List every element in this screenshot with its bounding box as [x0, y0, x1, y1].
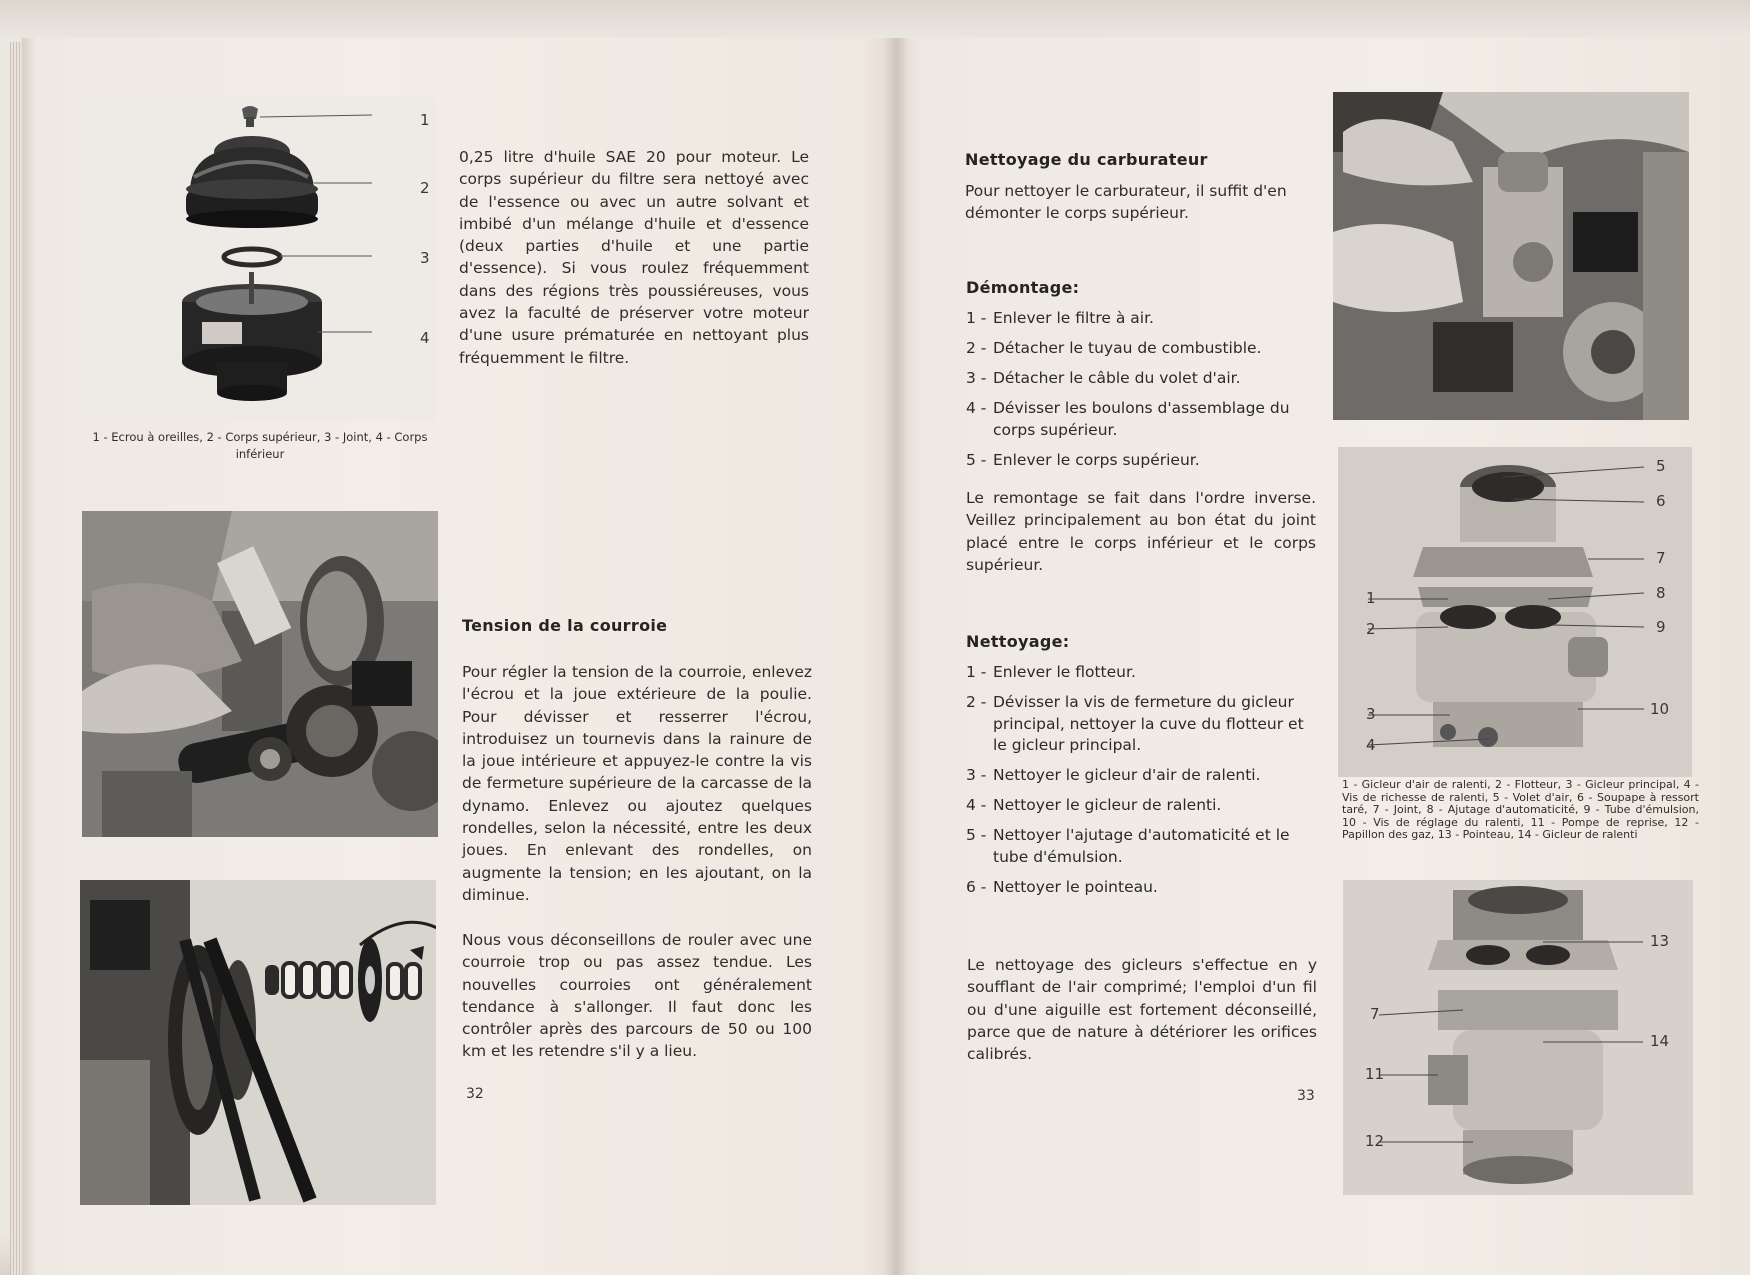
- belt-tension-text: Pour régler la tension de la courroie, enlevez l'écrou et la joue extérieure de la poulie. Pour dévisser et resserrer l'écrou, introduisez un tournevis dans la rainure de la joue intérieure et appuyez-le contre la vis de fermeture supérieure de la carcasse de la dynamo. Enlevez ou ajoutez quelques rondelles, selon la nécessité, entre les deux joues. En enlevant des rondelles, on augmente la tension; en les ajoutant, on la diminue.: [462, 663, 812, 904]
- carburetor-engine-photo: [1333, 92, 1689, 420]
- carb-callout-3: 3: [1366, 705, 1376, 723]
- belt-warning-text: Nous vous déconseillons de rouler avec une courroie trop ou pas assez tendue. Les nouvelles courroies ont généralement tendance à s'allonger. Il faut donc les contrôler après des parcours de 50 ou 100 km et les retendre s'il y a lieu.: [462, 931, 812, 1061]
- cleaning-step: 5 - Nettoyer l'ajutage d'automaticité et le tube d'émulsion.: [966, 826, 1290, 866]
- page-number-right: 33: [1297, 1088, 1315, 1104]
- cleaning-step: 2 - Dévisser la vis de fermeture du gicleur principal, nettoyer la cuve du flotteur et le gicleur principal.: [966, 693, 1304, 754]
- air-filter-callout-1: 1: [420, 111, 430, 129]
- air-filter-text: 0,25 litre d'huile SAE 20 pour moteur. Le corps supérieur du filtre sera nettoyé avec de l'essence ou avec un autre solvant et imbibé d'un mélange d'huile et d'essence (deux parties d'huile et une partie d'essence). Si vous roulez fréquemment dans des régions très poussiéreuses, vous avez la faculté de préserver votre moteur d'une usure prématurée en nettoyant plus fréquemment le filtre.: [459, 148, 809, 367]
- carburetor-lower-photo: [1343, 880, 1693, 1195]
- carb-callout-4: 4: [1366, 736, 1376, 754]
- dismount-steps: [966, 308, 1316, 480]
- jets-cleaning-text: Le nettoyage des gicleurs s'effectue en y soufflant de l'air comprimé; l'emploi d'un fil ou d'une aiguille est fortement déconseillé, parce que de nature à détériorer les orifices calibrés.: [967, 956, 1317, 1064]
- dismount-step: 1 - Enlever le filtre à air.: [966, 309, 1154, 327]
- belt-tension-photo: [82, 511, 438, 837]
- carb-callout-8: 8: [1656, 584, 1666, 602]
- carb-lower-callout-11: 11: [1365, 1065, 1385, 1083]
- carburetor-exploded-photo: [1338, 447, 1692, 777]
- carb-callout-5: 5: [1656, 457, 1666, 475]
- carb-callout-9: 9: [1656, 618, 1666, 636]
- cleaning-step: 6 - Nettoyer le pointeau.: [966, 877, 1158, 896]
- air-filter-callout-4: 4: [420, 329, 430, 347]
- pulley-washers-photo: [80, 880, 436, 1205]
- reassembly-text: Le remontage se fait dans l'ordre inverse. Veillez principalement au bon état du joint placé entre le corps inférieur et le corps supérieur.: [966, 489, 1316, 574]
- cleaning-step: 3 - Nettoyer le gicleur d'air de ralenti.: [966, 766, 1261, 784]
- carburetor-cleaning-heading: Nettoyage du carburateur: [965, 150, 1208, 169]
- cleaning-step: 4 - Nettoyer le gicleur de ralenti.: [966, 796, 1222, 814]
- carb-lower-callout-13: 13: [1650, 932, 1670, 950]
- carb-callout-10: 10: [1650, 700, 1670, 718]
- air-filter-caption: 1 - Ecrou à oreilles, 2 - Corps supérieur, 3 - Joint, 4 - Corps inférieur: [92, 430, 428, 461]
- carb-lower-callout-7: 7: [1370, 1005, 1380, 1023]
- dismount-step: 5 - Enlever le corps supérieur.: [966, 450, 1200, 469]
- carb-lower-callout-14: 14: [1650, 1032, 1670, 1050]
- book-gutter: [884, 38, 908, 1275]
- cleaning-heading: Nettoyage:: [966, 632, 1070, 651]
- carburetor-intro-text: Pour nettoyer le carburateur, il suffit d'en démonter le corps supérieur.: [965, 182, 1287, 223]
- air-filter-callout-3: 3: [420, 249, 430, 267]
- dismount-step: 3 - Détacher le câble du volet d'air.: [966, 369, 1241, 387]
- carb-callout-6: 6: [1656, 492, 1666, 510]
- air-filter-callout-2: 2: [420, 179, 430, 197]
- carb-callout-2: 2: [1366, 620, 1376, 638]
- cleaning-step: 1 - Enlever le flotteur.: [966, 663, 1136, 681]
- cleaning-steps: [966, 662, 1318, 907]
- page-number-left: 32: [466, 1086, 484, 1102]
- carb-callout-7: 7: [1656, 549, 1666, 567]
- dismount-step: 2 - Détacher le tuyau de combustible.: [966, 339, 1262, 357]
- carb-lower-callout-12: 12: [1365, 1132, 1385, 1150]
- air-filter-photo: [82, 97, 436, 421]
- dismount-heading: Démontage:: [966, 278, 1080, 297]
- belt-tension-heading: Tension de la courroie: [462, 616, 668, 635]
- dismount-step: 4 - Dévisser les boulons d'assemblage du corps supérieur.: [966, 399, 1290, 439]
- carburetor-parts-caption: 1 - Gicleur d'air de ralenti, 2 - Flotteur, 3 - Gicleur principal, 4 - Vis de richesse de ralenti, 5 - Volet d'air, 6 - Soupape à ressort taré, 7 - Joint, 8 - Ajutage d'automaticité, 9 - Tube d'émulsion, 10 - Vis de réglage du ralenti, 11 - Pompe de reprise, 12 - Papillon des gaz, 13 - Pointeau, 14 - Gicleur de ralenti: [1342, 778, 1699, 841]
- carb-callout-1: 1: [1366, 589, 1376, 607]
